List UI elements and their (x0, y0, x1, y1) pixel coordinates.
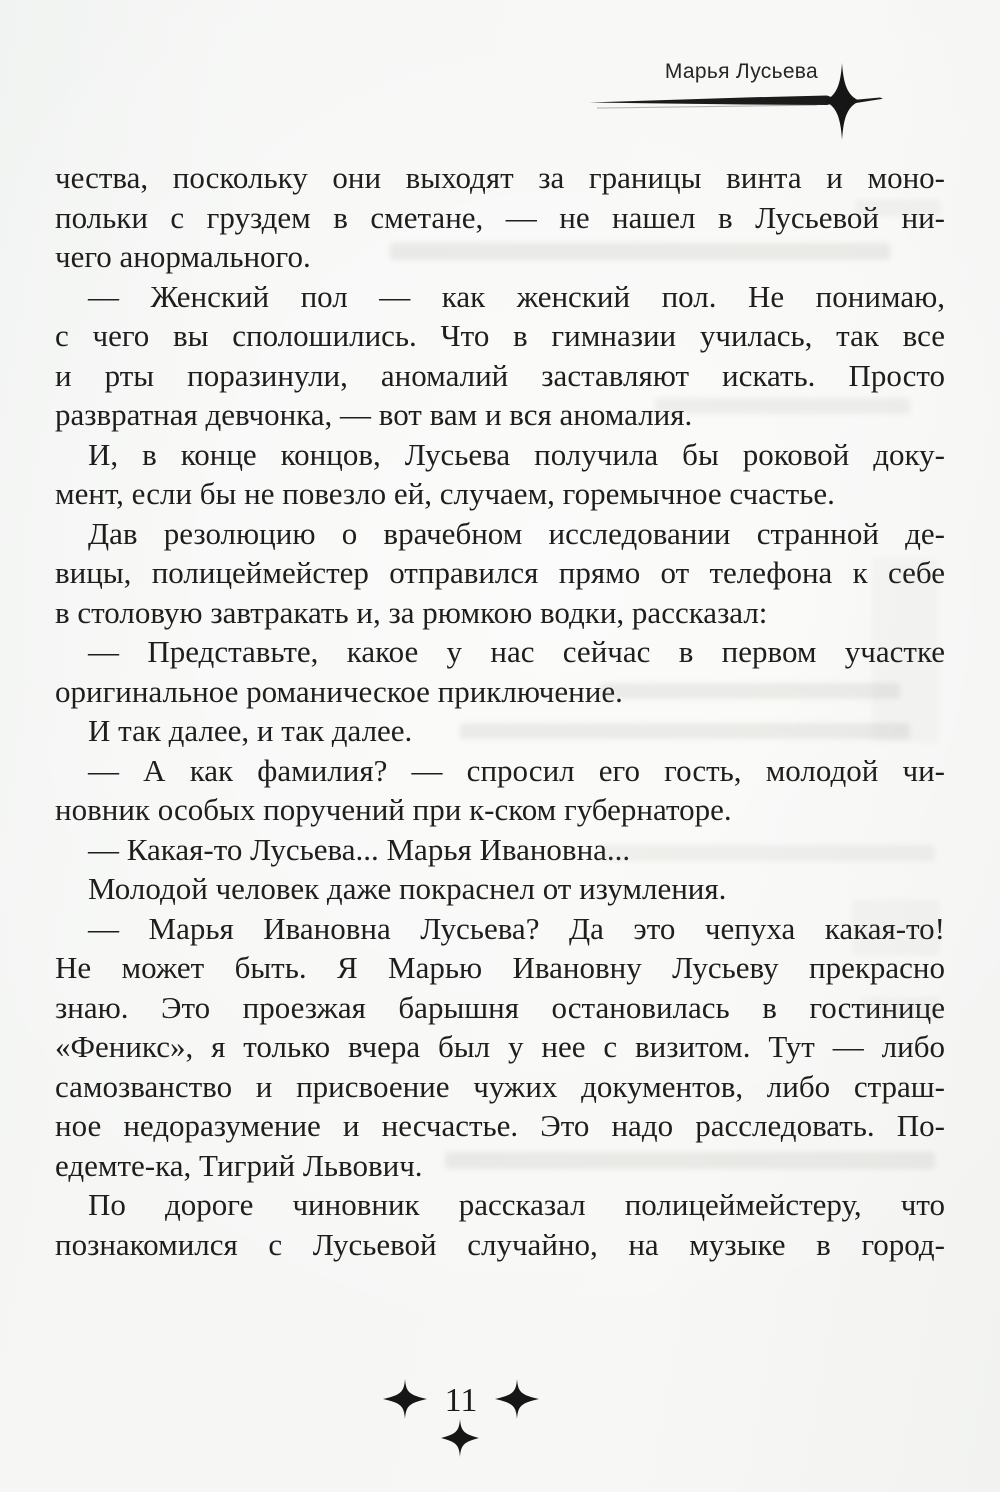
body-text (55, 158, 945, 1264)
text-line: чего анормального. (55, 239, 311, 274)
text-line: «Феникс», я только вчера был у нее с визитом. Тут — либо (55, 1029, 945, 1064)
text-line: Молодой человек даже покраснел от изумления. (88, 871, 727, 906)
text-line: По дороге чиновник рассказал полицеймейстеру, что (88, 1187, 945, 1222)
text-line: новник особых поручений при к-ском губернаторе. (55, 792, 732, 827)
text-line: мент, если бы не повезло ей, случаем, горемычное счастье. (55, 476, 835, 511)
text-line: оригинальное романическое приключение. (55, 673, 623, 709)
running-title: Марья Лусьева (664, 60, 818, 83)
text-line: польки с груздем в сметане, — не нашел в Лусьевой ни- (55, 199, 945, 235)
text-line: самозванство и присвоение чужих документов, либо страш- (55, 1068, 945, 1104)
text-line: — А как фамилия? — спросил его гость, молодой чи- (88, 752, 945, 788)
text-line: — Представьте, какое у нас сейчас в первом участке (88, 634, 945, 669)
sparkle-icon (441, 1419, 479, 1457)
text-line: И так далее, и так далее. (88, 713, 413, 748)
sparkle-icon (495, 1379, 539, 1419)
rule-hairline (597, 105, 818, 109)
text-line: — Женский пол — как женский пол. Не понимаю, (88, 278, 945, 314)
four-point-star-icon (824, 63, 860, 140)
sparkle-icon (383, 1379, 427, 1419)
text-line: И, в конце концов, Лусьева получила бы роковой доку- (88, 436, 945, 472)
text-line: познакомился с Лусьевой случайно, на музыке в город- (55, 1226, 945, 1262)
text-line: вицы, полицеймейстер отправился прямо от телефона к себе (55, 555, 945, 590)
text-line: едемте-ка, Тигрий Львович. (55, 1147, 423, 1183)
text-line: ное недоразумение и несчастье. Это надо расследовать. По- (55, 1108, 945, 1143)
header-rule-star-ornament (585, 55, 890, 150)
text-line: в столовую завтракать и, за рюмкою водки, рассказал: (55, 594, 768, 630)
text-line: — Какая-то Лусьева... Марья Ивановна... (88, 831, 631, 867)
text-line: Дав резолюцию о врачебном исследовании странной де- (88, 515, 945, 551)
text-line: развратная девчонка, — вот вам и вся аномалия. (55, 397, 693, 432)
text-line: с чего вы сполошились. Что в гимназии училась, так все (55, 318, 945, 353)
text-line: и рты поразинули, аномалий заставляют искать. Просто (55, 357, 945, 393)
text-line: — Марья Ивановна Лусьева? Да это чепуха какая-то! (88, 910, 945, 946)
rule-blade-left (589, 96, 842, 106)
text-line: Не может быть. Я Марью Ивановну Лусьеву прекрасно (55, 950, 945, 985)
text-line: чества, поскольку они выходят за границы винта и моно- (55, 160, 945, 195)
text-line: знаю. Это проезжая барышня остановилась в гостинице (55, 989, 945, 1025)
page-number: 11 (444, 1382, 478, 1419)
